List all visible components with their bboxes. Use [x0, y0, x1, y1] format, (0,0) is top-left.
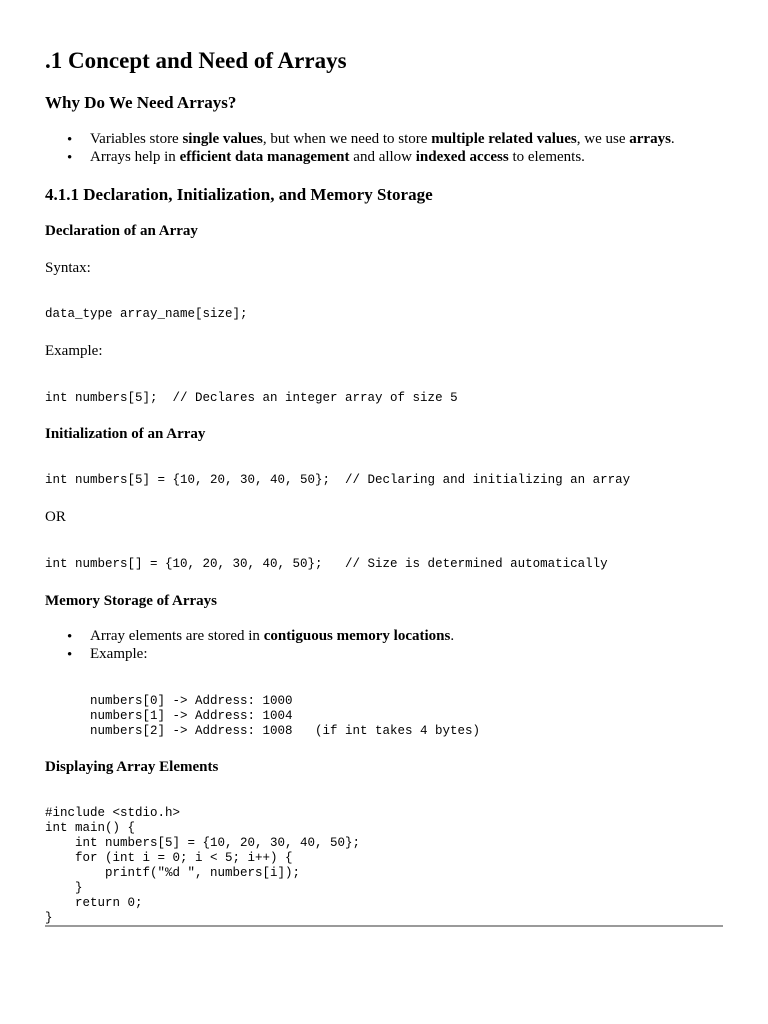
- or-label: OR: [45, 509, 66, 525]
- display-heading: Displaying Array Elements: [45, 759, 219, 775]
- memory-bullet-1: Array elements are stored in contiguous memory locations.: [90, 628, 455, 644]
- memory-heading: Memory Storage of Arrays: [45, 593, 218, 609]
- horizontal-rule: [45, 925, 723, 927]
- syntax-code-block: data_type array_name[size];: [45, 307, 248, 321]
- why-heading: Why Do We Need Arrays?: [45, 93, 237, 112]
- initialization-code-2: int numbers[] = {10, 20, 30, 40, 50}; // Size is determined automatically: [45, 557, 608, 571]
- bullet-marker: •: [67, 132, 73, 148]
- why-bullet-1: Variables store single values, but when we need to store multiple related values, we use arrays.: [90, 131, 675, 147]
- section-heading: 4.1.1 Declaration, Initialization, and Memory Storage: [45, 185, 433, 204]
- syntax-label: Syntax:: [45, 260, 91, 276]
- initialization-heading: Initialization of an Array: [45, 426, 206, 442]
- bullet-marker: •: [67, 150, 73, 166]
- why-bullet-2: Arrays help in efficient data management and allow indexed access to elements.: [90, 149, 585, 165]
- bullet-marker: •: [67, 629, 73, 645]
- example-label: Example:: [45, 343, 103, 359]
- declaration-example-code: int numbers[5]; // Declares an integer array of size 5: [45, 391, 458, 405]
- display-code-block: #include <stdio.h> int main() { int numbers[5] = {10, 20, 30, 40, 50}; for (int i = 0; i < 5; i++) { printf("%d ", numbers[i]); } return 0; }: [45, 806, 361, 925]
- page-title: .1 Concept and Need of Arrays: [45, 48, 347, 73]
- bullet-marker: •: [67, 647, 73, 663]
- initialization-code-1: int numbers[5] = {10, 20, 30, 40, 50}; // Declaring and initializing an array: [45, 473, 631, 487]
- memory-bullet-2: Example:: [90, 646, 148, 662]
- declaration-heading: Declaration of an Array: [45, 223, 198, 239]
- memory-address-code: numbers[0] -> Address: 1000 numbers[1] -> Address: 1004 numbers[2] -> Address: 1008 (if int takes 4 bytes): [90, 694, 481, 738]
